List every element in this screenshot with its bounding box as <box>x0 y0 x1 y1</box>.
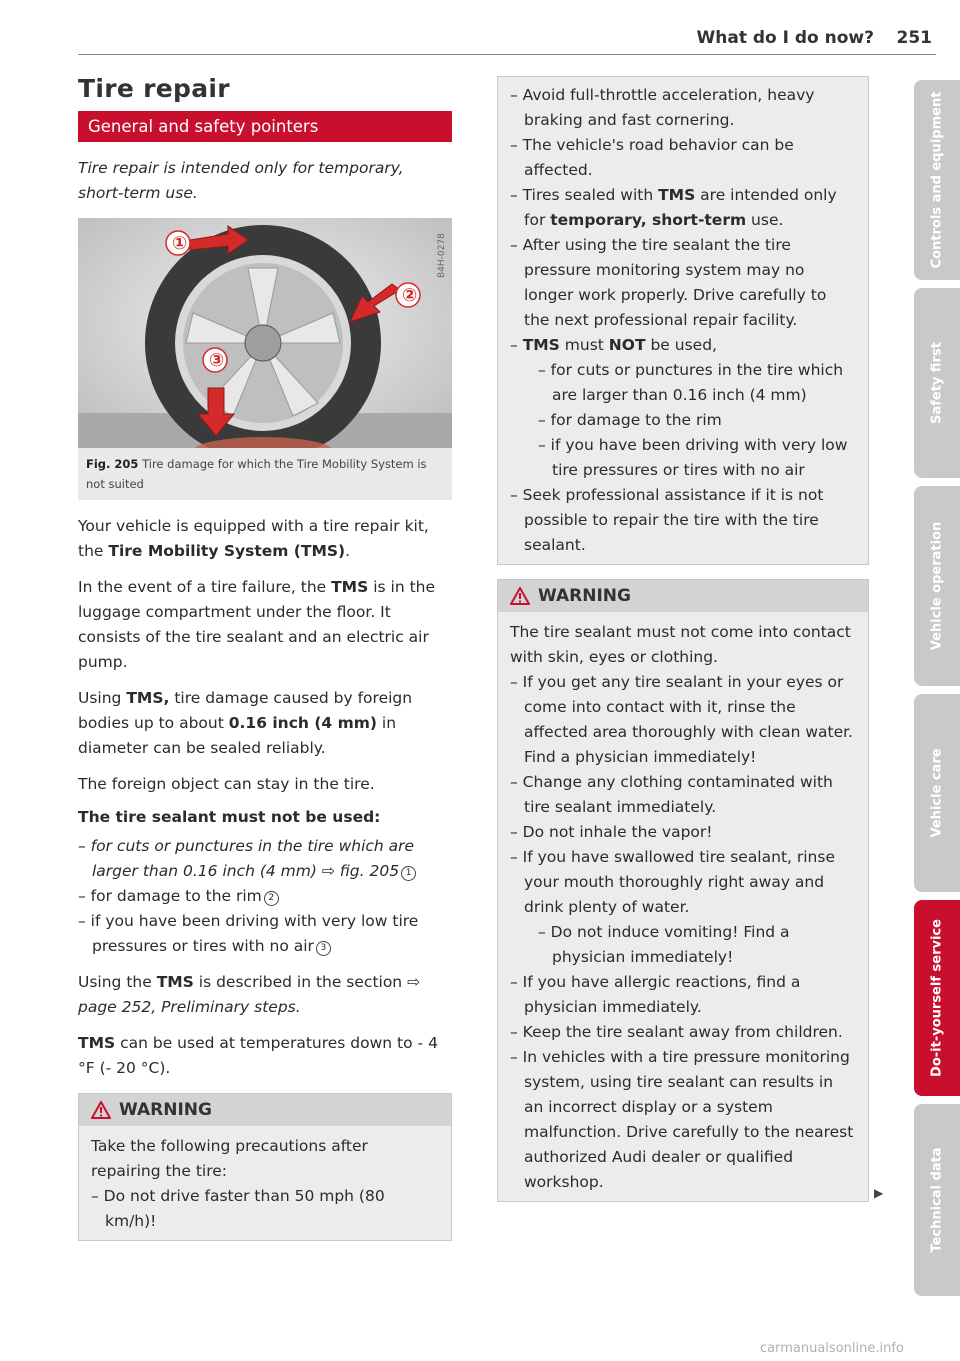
tab-label: Vehicle care <box>929 748 945 838</box>
tab-label: Vehicle operation <box>929 521 945 651</box>
tab-do-it-yourself-service[interactable] <box>914 900 960 1096</box>
figure-caption-label: Fig. 205 <box>86 457 139 471</box>
warning-triangle-icon <box>510 587 530 605</box>
list-item: – TMS must NOT be used, – for cuts or punctures in the tire which are larger than 0.16 inch (4 mm) – for damage to the rim – if you have been driving with very low tire pressures or tires with no air <box>510 333 856 483</box>
tab-label: Controls and equipment <box>929 91 945 269</box>
list-item: – In vehicles with a tire pressure monitoring system, using tire sealant can results in an incorrect display or a system malfunction. Drive carefully to the nearest authorized Audi dealer or qualified workshop. <box>510 1048 854 1191</box>
page-number: 251 <box>896 28 932 48</box>
callout-2: ② <box>402 285 418 306</box>
subsection-bar: General and safety pointers <box>78 111 452 142</box>
section-title: Tire repair <box>78 74 230 103</box>
list-item: – for cuts or punctures in the tire which are larger than 0.16 inch (4 mm) ⇨ fig. 205 1 <box>78 837 415 880</box>
warning-box-1 <box>78 1093 452 1241</box>
tab-vehicle-care[interactable] <box>914 694 960 892</box>
circle-number-icon: 2 <box>264 891 279 906</box>
watermark: carmanualsonline.info <box>760 1341 904 1356</box>
page-header <box>78 24 936 55</box>
continue-arrow-icon: ▶ <box>874 1186 884 1200</box>
warning-header <box>79 1094 451 1126</box>
continued-warning-box <box>497 76 869 565</box>
list-item: – After using the tire sealant the tire pressure monitoring system may no longer work properly. Drive carefully to the next professional repair facility. <box>510 236 827 329</box>
callout-3: ③ <box>209 350 225 371</box>
tab-label: Do-it-yourself service <box>929 919 945 1077</box>
paragraph-location: In the event of a tire failure, the TMS is in the luggage compartment under the floor. It consists of the tire sealant and an electric air pump. <box>78 578 436 671</box>
warning-label: WARNING <box>538 586 631 606</box>
list-item: – Seek professional assistance if it is not possible to repair the tire with the tire sealant. <box>510 486 824 554</box>
list-item: – If you get any tire sealant in your eyes or come into contact with it, rinse the affected area thoroughly with clean water. Find a physician immediately! <box>510 673 853 766</box>
callout-1: ① <box>172 233 188 254</box>
list-item: – Avoid full-throttle acceleration, heavy braking and fast cornering. <box>510 86 815 129</box>
page-link[interactable]: ⇨ page 252, Preliminary steps. <box>78 973 421 1016</box>
list-item: – Keep the tire sealant away from children. <box>510 1023 843 1041</box>
list-item: – If you have swallowed tire sealant, rinse your mouth thoroughly right away and drink plenty of water. – Do not induce vomiting! Find a physician immediately! <box>510 845 856 970</box>
warning-triangle-icon <box>91 1101 111 1119</box>
figure <box>78 218 452 500</box>
warning-header <box>498 580 868 612</box>
tire-drawing <box>78 218 452 448</box>
warning-box-2 <box>497 579 869 1202</box>
paragraph-section-ref: Using the TMS is described in the section ⇨ page 252, Preliminary steps. <box>78 973 421 1016</box>
not-used-list <box>78 834 452 959</box>
tab-vehicle-operation[interactable] <box>914 486 960 686</box>
paragraph-usage: Using TMS, tire damage caused by foreign bodies up to about 0.16 inch (4 mm) in diameter can be sealed reliably. <box>78 689 413 757</box>
warning-intro: The tire sealant must not come into contact with skin, eyes or clothing. <box>510 623 851 666</box>
left-column <box>78 74 452 1241</box>
paragraph-temperature: TMS can be used at temperatures down to - 4 °F (- 20 °C). <box>78 1034 438 1077</box>
not-used-heading: The tire sealant must not be used: <box>78 808 381 826</box>
list-item: – Change any clothing contaminated with tire sealant immediately. <box>510 773 833 816</box>
figure-caption <box>78 448 452 500</box>
list-item: – Do not inhale the vapor! <box>510 823 713 841</box>
circle-number-icon: 1 <box>401 866 416 881</box>
sub-list-item: – for cuts or punctures in the tire which are larger than 0.16 inch (4 mm) <box>538 361 844 404</box>
warning-body <box>498 612 868 1201</box>
tab-safety-first[interactable] <box>914 288 960 478</box>
sub-list-item: – if you have been driving with very low tire pressures or tires with no air <box>538 436 848 479</box>
tire-illustration <box>78 218 452 448</box>
warning-intro: Take the following precautions after repairing the tire: <box>91 1137 368 1180</box>
sub-list-item: – for damage to the rim <box>538 411 722 429</box>
tab-label: Safety first <box>929 342 945 424</box>
paragraph-foreign-object: The foreign object can stay in the tire. <box>78 775 375 793</box>
list-item: – Tires sealed with TMS are intended only for temporary, short-term use. <box>510 186 837 229</box>
list-item: – if you have been driving with very low tire pressures or tires with no air 3 <box>78 912 419 955</box>
header-title: What do I do now? <box>696 28 874 48</box>
list-item: – If you have allergic reactions, find a physician immediately. <box>510 973 801 1016</box>
list-item: – for damage to the rim 2 <box>78 884 452 909</box>
list-item: – The vehicle's road behavior can be affected. <box>510 136 794 179</box>
figure-code: B4H-0278 <box>437 233 447 278</box>
tab-technical-data[interactable] <box>914 1104 960 1296</box>
list-item: – Do not drive faster than 50 mph (80 km/h)! <box>91 1187 385 1230</box>
warning-label: WARNING <box>119 1100 212 1120</box>
warning-body <box>79 1126 451 1240</box>
paragraph-kit: Your vehicle is equipped with a tire repair kit, the Tire Mobility System (TMS). <box>78 517 429 560</box>
tab-label: Technical data <box>929 1147 945 1253</box>
right-column <box>497 76 869 1202</box>
tab-controls-and-equipment[interactable] <box>914 80 960 280</box>
intro-text: Tire repair is intended only for temporary, short-term use. <box>78 159 404 202</box>
figure-caption-text: Tire damage for which the Tire Mobility System is not suited <box>86 457 427 491</box>
sub-list-item: – Do not induce vomiting! Find a physician immediately! <box>538 923 790 966</box>
circle-number-icon: 3 <box>316 941 331 956</box>
